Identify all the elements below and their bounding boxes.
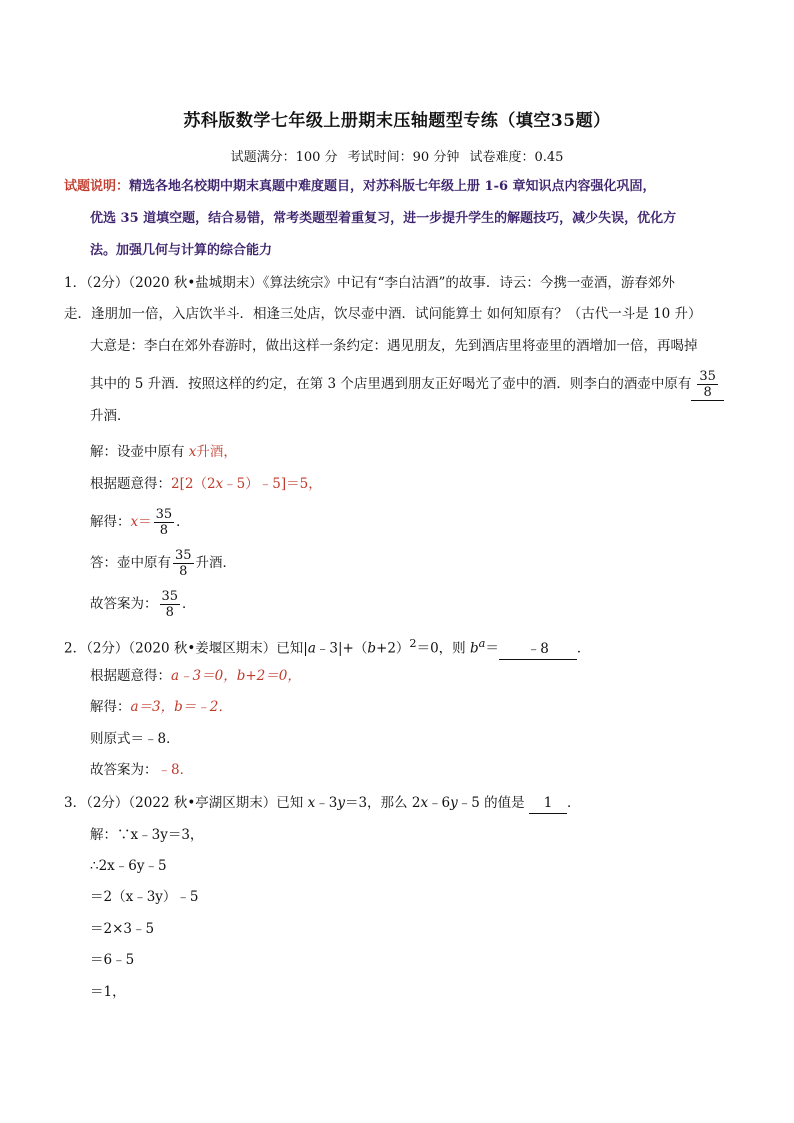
difficulty: 试卷难度：0.45 [469,150,564,165]
instructions-line-2: 优选 35 道填空题，结合易错，常考类题型着重复习，进一步提升学生的解题技巧，减少失误，优化方 [90,211,677,226]
q2-answer-blank: ﹣8 [499,639,577,660]
q1-stem-line-3: 大意是：李白在郊外春游时，做出这样一条约定：遇见朋友，先到酒店里将壶里的酒增加一倍，再喝掉 [90,338,698,354]
q1-stem-line-1: 1．（2分）（2020 秋•盐城期末）《算法统宗》中记有“李白沽酒”的故事．诗云：今携一壶酒，游春郊外 [64,275,675,291]
instructions-line-3: 法。加强几何与计算的综合能力 [90,243,273,258]
instructions-label: 试题说明： [64,179,130,194]
q3-solution-1: 解：∵x﹣3y＝3， [90,827,204,843]
q1-solution-4: 答：壶中原有 $\frac{35}{8}$ 升酒． [90,548,237,579]
q3-solution-3: ＝2（x﹣3y）﹣5 [90,889,199,905]
q3-solution-2: ∴2x﹣6y﹣5 [90,858,167,874]
q1-answer-blank: $\frac{35}{8}$ [691,369,724,401]
q3-solution-4: ＝2×3﹣5 [90,921,155,937]
q1-stem-line-5: 升酒． [90,408,131,424]
full-score: 试题满分：100 分 [230,150,338,165]
q2-stem: 2．（2分）（2020 秋•姜堰区期末）已知$|a﹣3|+(b+2)^2=0$，则 $b^a=$ ﹣8 ． [64,634,590,660]
exam-meta [0,146,794,165]
exam-time: 考试时间：90 分钟 [347,150,460,165]
q2-solution-4: 故答案为：﹣8． [90,762,194,778]
q2-solution-3: 则原式＝﹣8． [90,731,180,747]
q2-solution-2: 解得：a＝3，b＝﹣2． [90,699,232,715]
q1-solution-1: 解：设壶中原有 x升酒， [90,444,237,460]
q2-solution-1: 根据题意得：a﹣3＝0，b+2＝0， [90,668,301,684]
q1-solution-2: 根据题意得：2[2（2x﹣5）﹣5]＝5， [90,476,322,492]
q3-stem: 3．（2分）（2022 秋•亭湖区期末）已知 x﹣3y＝3，那么 2x﹣6y﹣5 的值是 1 ． [64,793,580,814]
q3-solution-5: ＝6﹣5 [90,952,135,968]
q3-solution-6: ＝1， [90,984,126,1000]
q1-stem-line-2: 走．逢朋加一倍，入店饮半斗．相逢三处店，饮尽壶中酒．试问能算士 如何知原有？（古代一斗是 10 升） [64,306,702,322]
q3-answer-blank: 1 [529,793,567,814]
q1-stem-line-4: 其中的 5 升酒．按照这样的约定，在第 3 个店里遇到朋友正好喝光了壶中的酒．则李白的酒壶中原有 $\frac{35}{8}$ [90,369,724,401]
instructions-line-1: 试题说明：精选各地名校期中期末真题中难度题目，对苏科版七年级上册 1-6 章知识点内容强化巩固， [64,179,656,194]
instructions [64,171,734,267]
q1-solution-3: 解得：x＝ $\frac{35}{8}$ ． [90,507,190,538]
q1-solution-5: 故答案为： $\frac{35}{8}$ ． [90,589,196,620]
page-title: 苏科版数学七年级上册期末压轴题型专练（填空35题） [183,111,611,131]
